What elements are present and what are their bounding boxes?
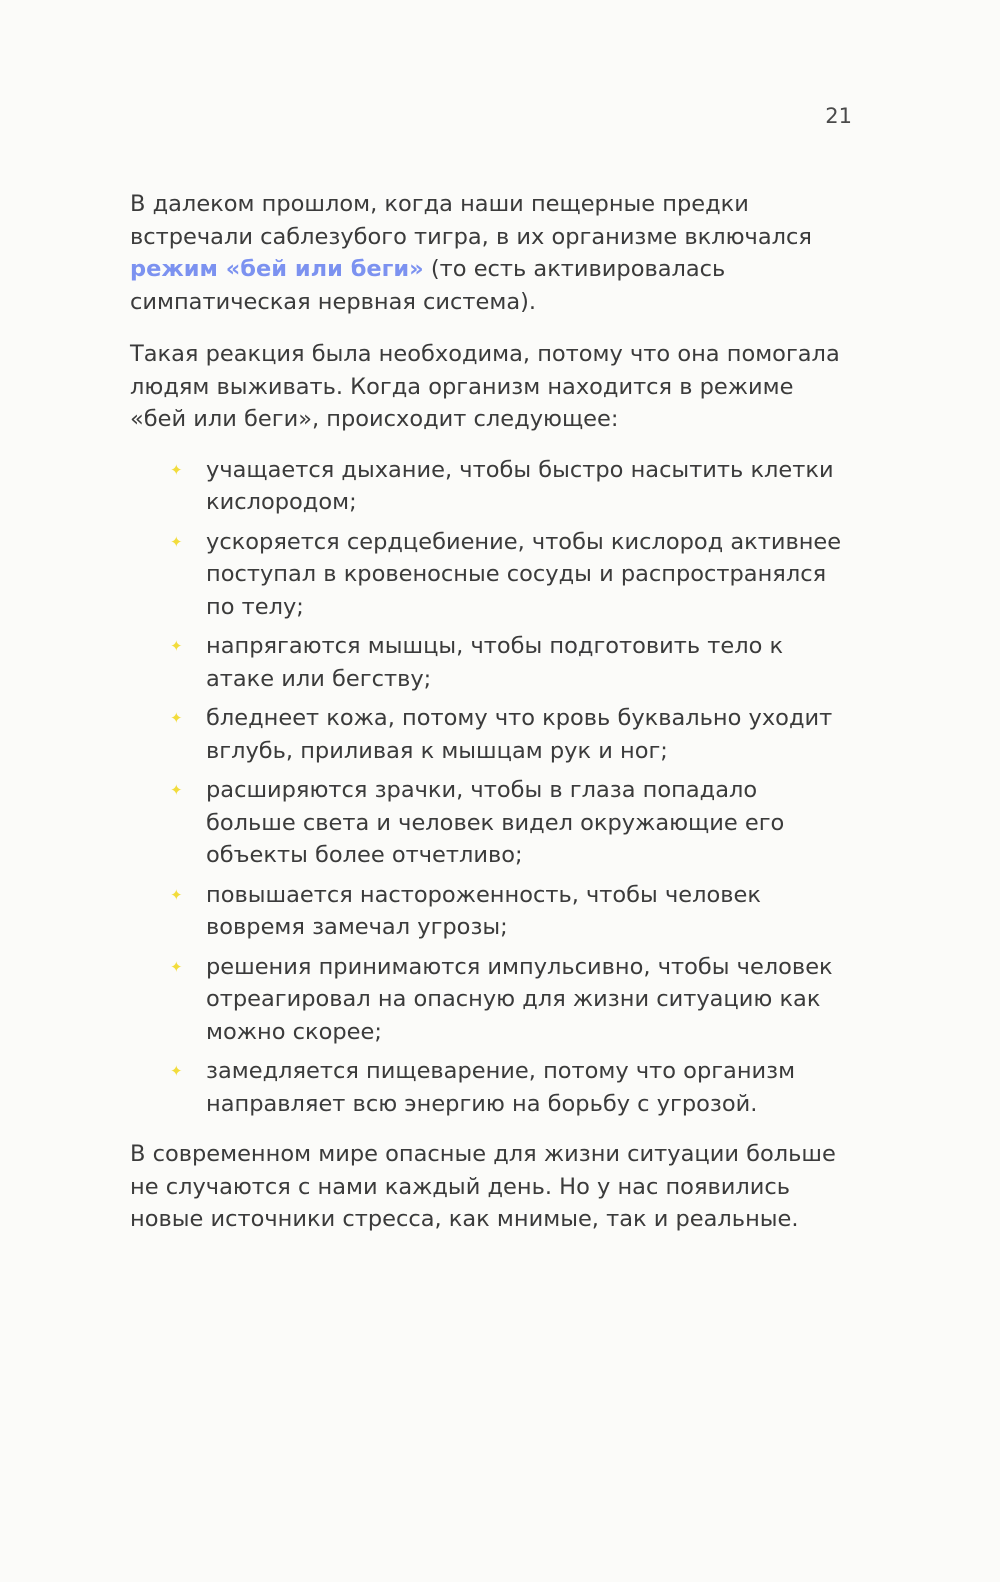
list-item-text: решения принимаются импульсивно, чтобы человек отреагировал на опасную для жизни ситуацию как можно скорее; [206,953,833,1045]
list-item-text: учащается дыхание, чтобы быстро насытить клетки кислородом; [206,456,834,515]
star-icon: ✦ [170,532,183,551]
fight-or-flight-highlight: режим «бей или беги» [130,256,424,282]
page-number: 21 [825,104,852,128]
paragraph-intro-start: В далеком прошлом, когда наши пещерные предки встречали саблезубого тигра, в их организме включался [130,191,812,250]
list-item-text: расширяются зрачки, чтобы в глаза попадало больше света и человек видел окружающие его объекты более отчетливо; [206,777,785,868]
paragraph-intro-end: (то есть активировалась симпатическая нервная система). [130,256,726,315]
list-item [170,454,852,519]
star-icon: ✦ [170,709,183,727]
star-icon: ✦ [170,781,183,799]
star-icon: ✦ [170,957,183,976]
list-item [170,951,852,1049]
star-icon: ✦ [170,885,183,904]
list-item-text: замедляется пищеварение, потому что организм направляет всю энергию на борьбу с угрозой. [206,1058,796,1117]
star-icon: ✦ [170,460,183,479]
star-icon: ✦ [170,1062,183,1080]
list-item [170,1055,852,1120]
paragraph-reaction: Такая реакция была необходима, потому что она помогала людям выживать. Когда организм находится в режиме «бей или беги», происходит следующее: [130,341,840,432]
list-item [170,879,852,944]
paragraph-intro [130,188,852,318]
list-item-text: повышается настороженность, чтобы человек вовремя замечал угрозы; [206,881,761,940]
list-item-text: бледнеет кожа, потому что кровь буквально уходит вглубь, приливая к мышцам рук и ног; [206,705,833,764]
star-icon: ✦ [170,637,183,655]
list-item [170,526,852,624]
page-body [130,188,852,1236]
symptom-list [130,454,852,1121]
list-item [170,630,852,695]
list-item [170,702,852,767]
paragraph-modern-stress: В современном мире опасные для жизни ситуации больше не случаются с нами каждый день. Но у нас появились новые источники стресса, как мнимые, так и реальные. [130,1141,836,1232]
list-item [170,774,852,872]
list-item-text: напрягаются мышцы, чтобы подготовить тело к атаке или бегству; [206,633,784,692]
list-item-text: ускоряется сердцебиение, чтобы кислород активнее поступал в кровеносные сосуды и распространялся по телу; [206,528,842,620]
